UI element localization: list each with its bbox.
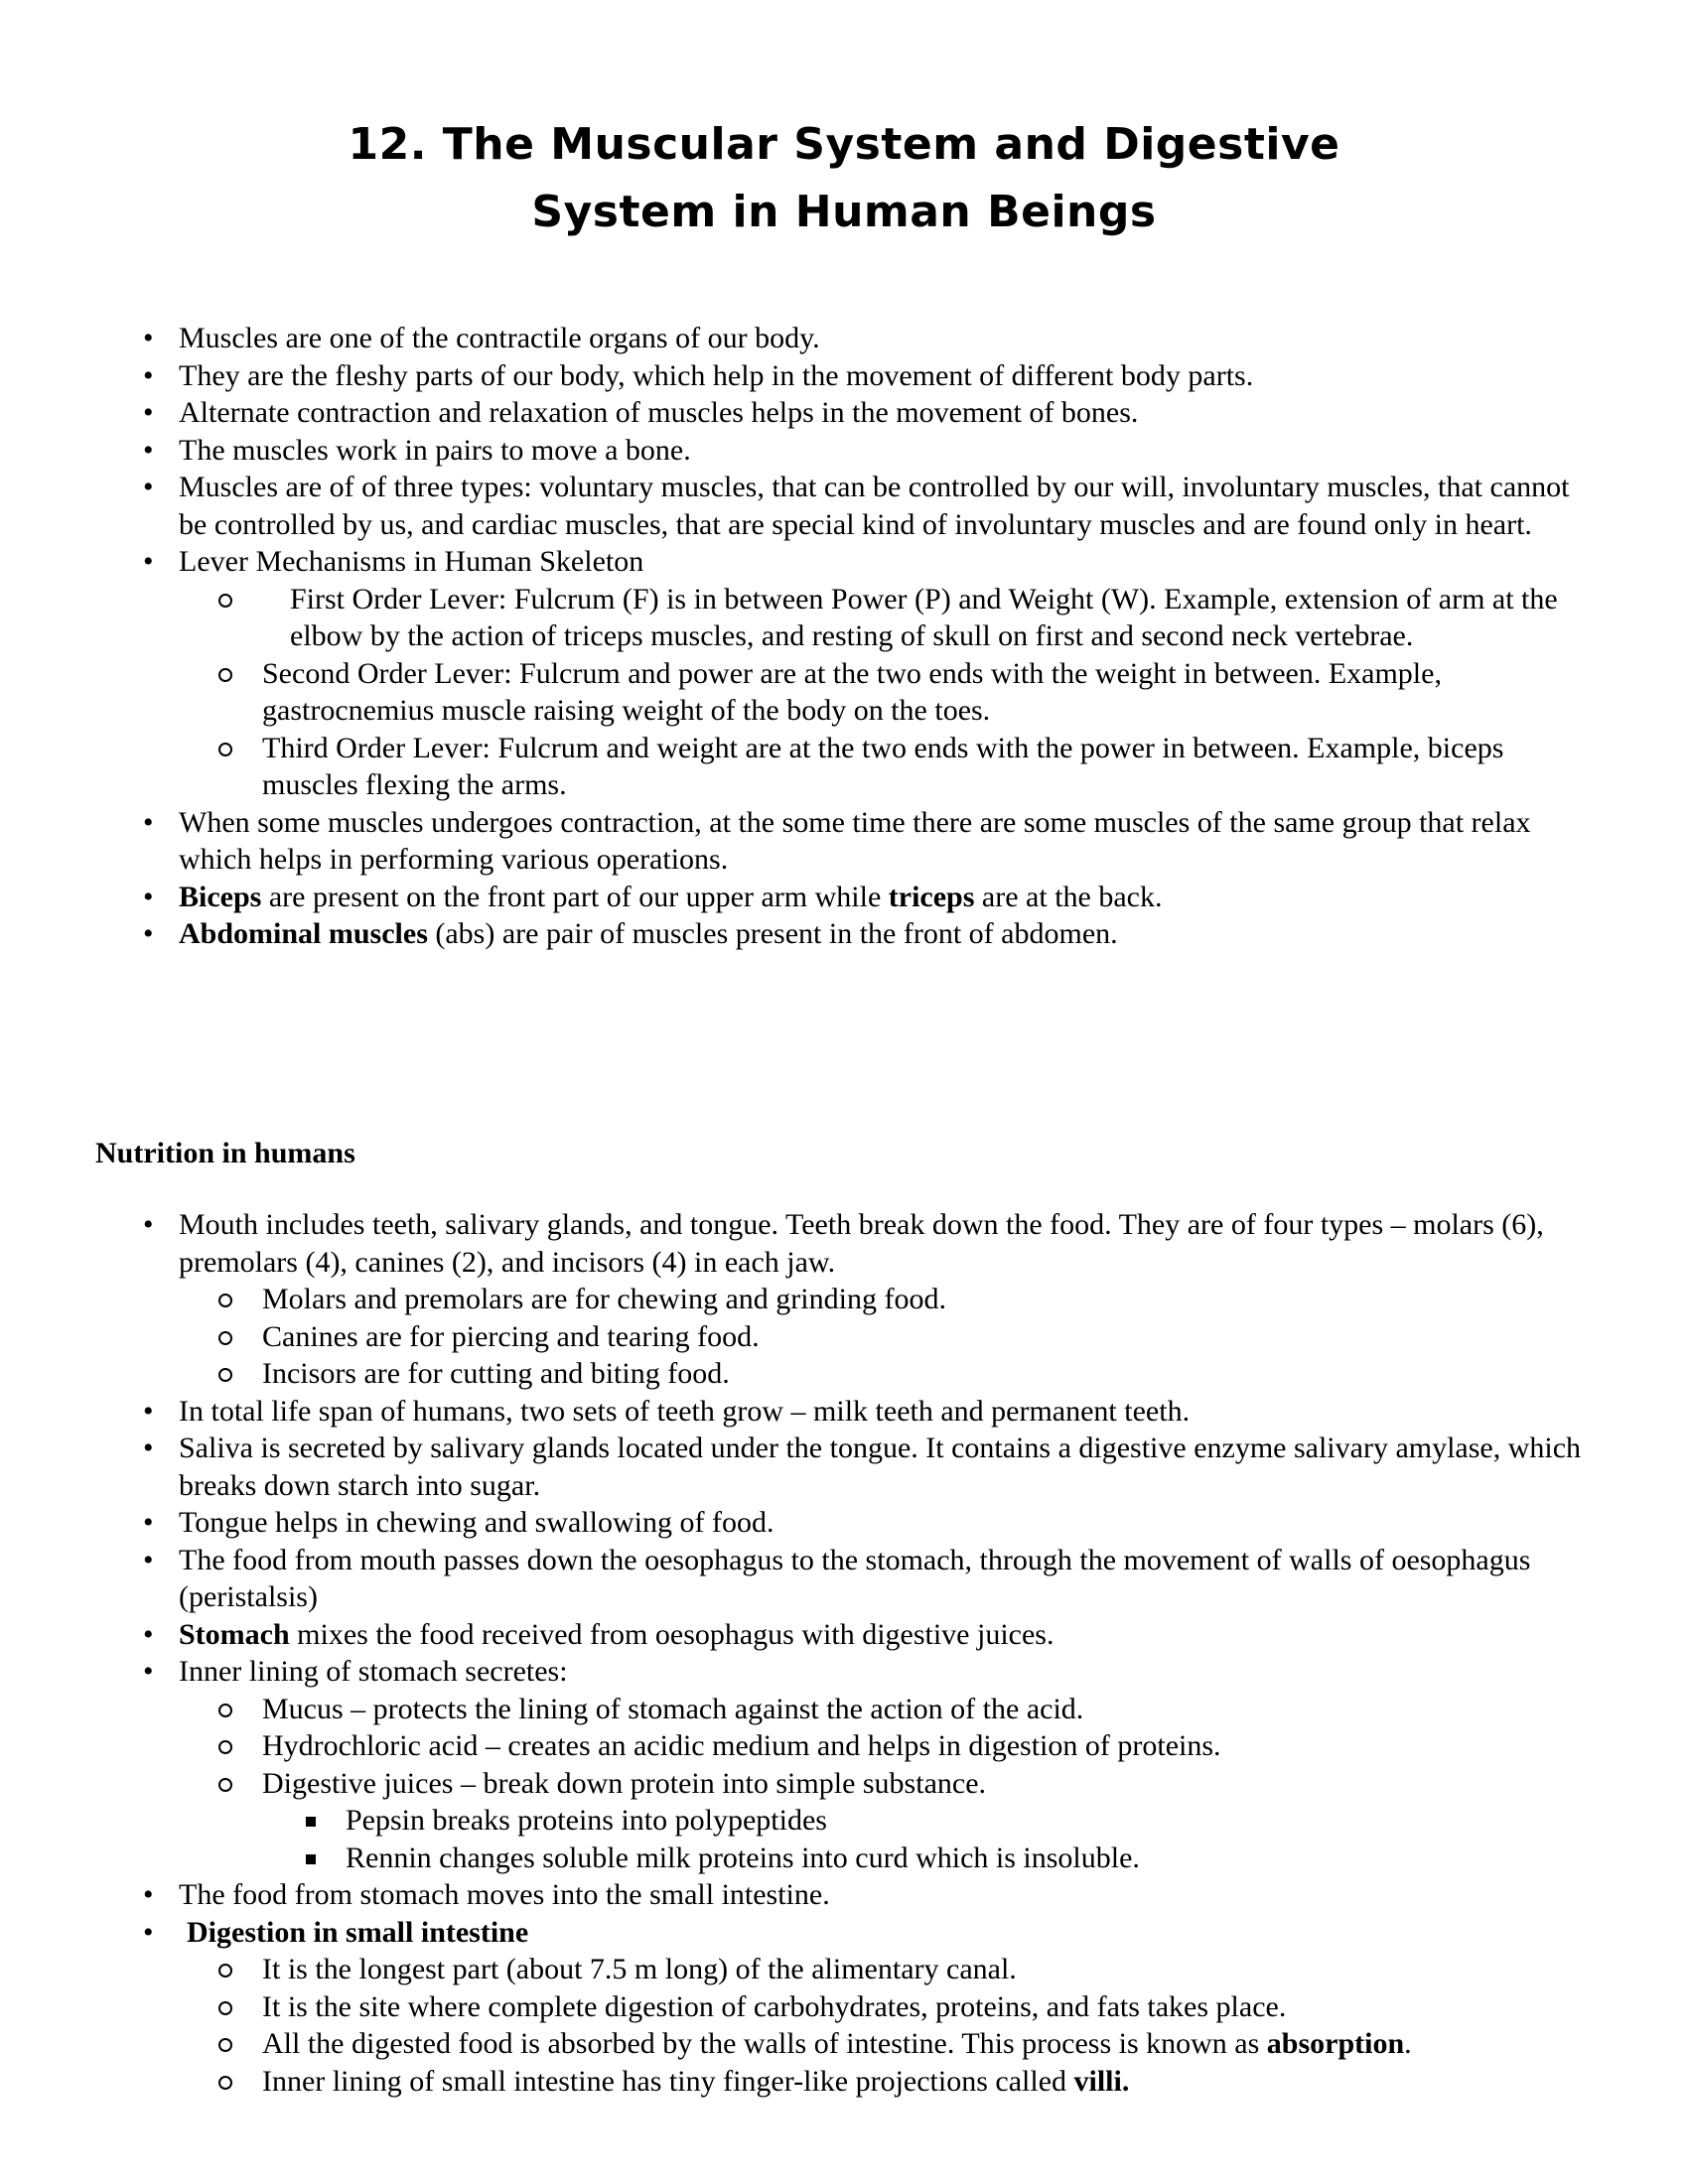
list-item: Third Order Lever: Fulcrum and weight are at the two ends with the power in between. Example, biceps muscles flexing the arms. [179, 730, 1585, 804]
list-item: • Alternate contraction and relaxation of muscles helps in the movement of bones. [95, 394, 1585, 432]
list-item: • In total life span of humans, two sets of teeth grow – milk teeth and permanent teeth. [95, 1393, 1585, 1431]
text: mixes the food received from oesophagus with digestive juices. [289, 1617, 1055, 1651]
bold-term: Biceps [179, 880, 262, 913]
muscles-section [95, 320, 1585, 953]
bold-term: triceps [888, 880, 975, 913]
bold-term: villi. [1073, 2064, 1130, 2098]
text: (abs) are pair of muscles present in the front of abdomen. [427, 917, 1118, 950]
list-item: Incisors are for cutting and biting food. [179, 1355, 1585, 1393]
list-item: Mucus – protects the lining of stomach against the action of the acid. [179, 1691, 1585, 1728]
page-title [0, 111, 1688, 246]
bold-term: Digestion in small intestine [187, 1915, 529, 1949]
stomach-secretions-list [179, 1691, 1585, 1877]
list-item: • The food from mouth passes down the oesophagus to the stomach, through the movement of walls of oesophagus (peristalsis) [95, 1542, 1585, 1616]
teeth-list [179, 1281, 1585, 1393]
list-item: Molars and premolars are for chewing and grinding food. [179, 1281, 1585, 1318]
list-item: • Tongue helps in chewing and swallowing of food. [95, 1504, 1585, 1542]
section-heading-nutrition: Nutrition in humans [95, 1137, 355, 1169]
list-item: It is the longest part (about 7.5 m long) of the alimentary canal. [179, 1951, 1585, 1988]
list-item [95, 1206, 1585, 1393]
list-item: • The food from stomach moves into the small intestine. [95, 1876, 1585, 1914]
page-title-line-1: 12. The Muscular System and Digestive [348, 119, 1340, 170]
list-item: Pepsin breaks proteins into polypeptides [262, 1802, 1585, 1840]
list-item [95, 1653, 1585, 1876]
list-item [95, 1616, 1585, 1654]
list-item [95, 915, 1585, 953]
enzymes-list [262, 1802, 1585, 1876]
lever-list [179, 581, 1585, 804]
list-item: It is the site where complete digestion of carbohydrates, proteins, and fats takes place. [179, 1988, 1585, 2026]
list-item: • When some muscles undergoes contraction, at the some time there are some muscles of the same group that relax which helps in performing various operations. [95, 804, 1585, 879]
page-title-line-2: System in Human Beings [531, 187, 1157, 237]
muscles-list [95, 320, 1585, 953]
list-item [95, 879, 1585, 916]
list-item [95, 1914, 1585, 2101]
list-item [179, 1765, 1585, 1877]
list-item: • The muscles work in pairs to move a bone. [95, 432, 1585, 470]
text: are at the back. [974, 880, 1163, 913]
bold-term: Abdominal muscles [179, 917, 428, 950]
list-item [179, 2063, 1585, 2101]
text: Inner lining of small intestine has tiny finger-like projections called [262, 2064, 1074, 2098]
list-item [179, 2025, 1585, 2063]
list-item: • Saliva is secreted by salivary glands located under the tongue. It contains a digestive enzyme salivary amylase, which breaks down starch into sugar. [95, 1430, 1585, 1504]
text: . [1404, 2027, 1412, 2060]
lever-heading: Lever Mechanisms in Human Skeleton [179, 545, 644, 578]
list-item: • They are the fleshy parts of our body, which help in the movement of different body parts. [95, 357, 1585, 395]
list-item: • Muscles are of of three types: voluntary muscles, that can be controlled by our will, involuntary muscles, that cannot be controlled by us, and cardiac muscles, that are special kind of involuntary muscles and are found only in heart. [95, 469, 1585, 543]
text: Mouth includes teeth, salivary glands, and tongue. Teeth break down the food. They are of four types – molars (6), premolars (4), canines (2), and incisors (4) in each jaw. [179, 1208, 1544, 1279]
list-item: Canines are for piercing and tearing food. [179, 1318, 1585, 1356]
text: are present on the front part of our upper arm while [261, 880, 889, 913]
list-item: First Order Lever: Fulcrum (F) is in between Power (P) and Weight (W). Example, extension of arm at the elbow by the action of triceps muscles, and resting of skull on first and second neck vertebrae. [179, 581, 1585, 655]
text: Digestive juices – break down protein into simple substance. [262, 1766, 987, 1800]
list-item: • Muscles are one of the contractile organs of our body. [95, 320, 1585, 357]
nutrition-section [95, 1206, 1585, 2100]
list-item: Hydrochloric acid – creates an acidic medium and helps in digestion of proteins. [179, 1727, 1585, 1765]
list-item: Second Order Lever: Fulcrum and power are at the two ends with the weight in between. Example, gastrocnemius muscle raising weight of the body on the toes. [179, 655, 1585, 730]
bold-term: absorption [1266, 2027, 1405, 2060]
list-item: Rennin changes soluble milk proteins into curd which is insoluble. [262, 1840, 1585, 1877]
nutrition-list [95, 1206, 1585, 2100]
text: All the digested food is absorbed by the walls of intestine. This process is known as [262, 2027, 1267, 2060]
text: Inner lining of stomach secretes: [179, 1655, 568, 1688]
small-intestine-list [179, 1951, 1585, 2100]
bold-term: Stomach [179, 1617, 290, 1651]
list-item [95, 543, 1585, 804]
